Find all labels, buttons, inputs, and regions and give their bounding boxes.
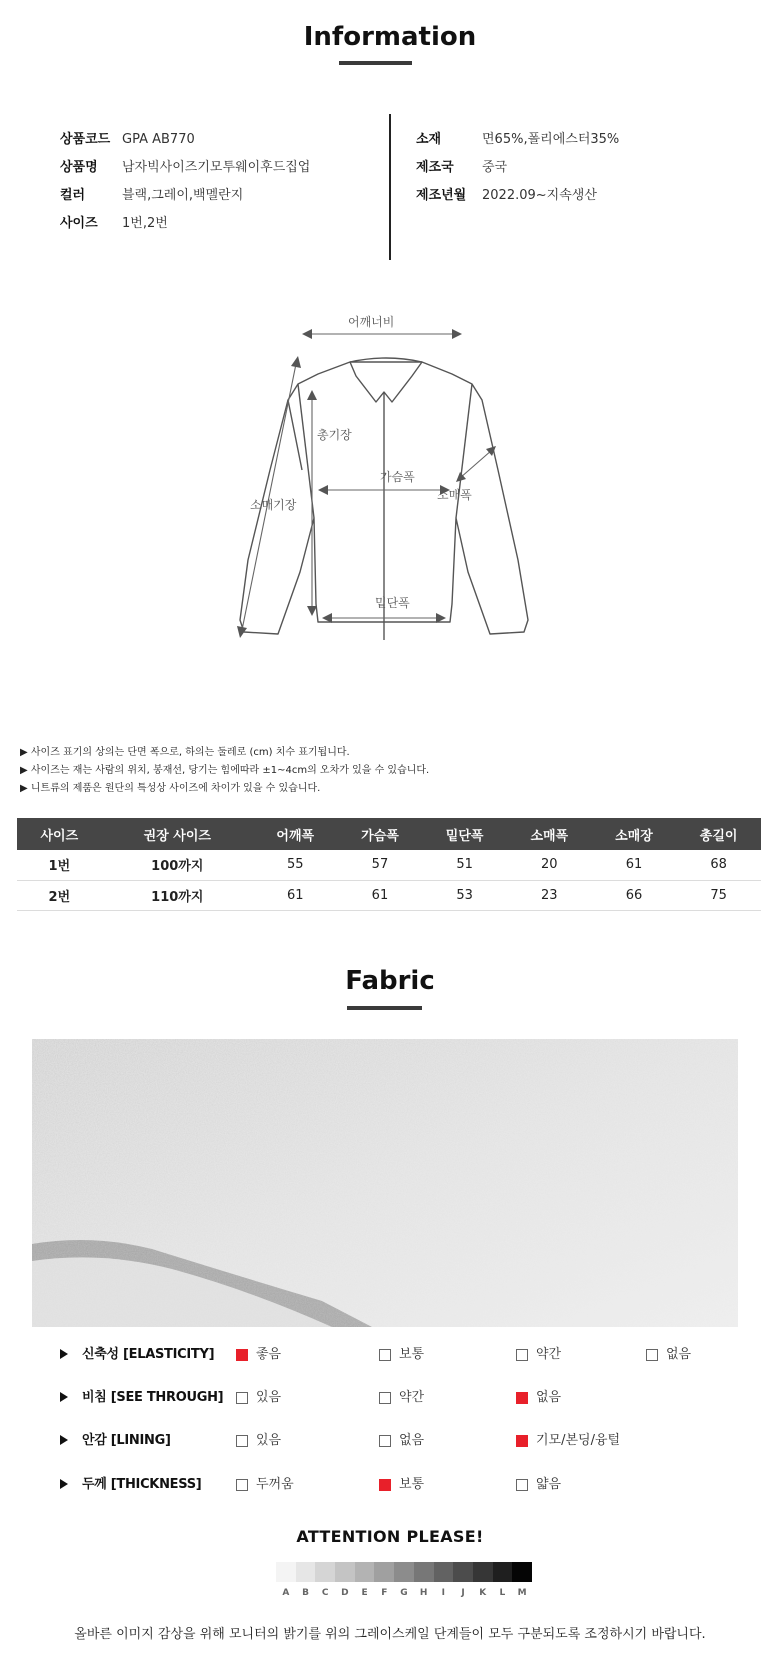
grayscale-swatch [453,1562,473,1582]
info-value: 중국 [482,160,508,175]
checkbox-unchecked-icon [646,1349,658,1361]
grayscale-letter: L [499,1588,506,1598]
grayscale-letter: E [361,1588,368,1598]
grayscale-swatch [473,1562,493,1582]
info-value: 2022.09~지속생산 [482,188,597,203]
table-cell: 100까지 [102,850,253,880]
table-header: 총길이 [676,818,761,850]
grayscale-letter: I [441,1588,446,1598]
checkbox-unchecked-icon [516,1479,528,1491]
table-header: 소매장 [592,818,677,850]
table-header: 권장 사이즈 [102,818,253,850]
grayscale-letter: G [400,1588,408,1598]
grayscale-swatch [335,1562,355,1582]
checkbox-unchecked-icon [236,1435,248,1447]
grayscale-swatch [512,1562,532,1582]
table-cell: 75 [676,880,761,910]
grayscale-swatch [414,1562,434,1582]
table-cell: 61 [338,880,423,910]
grayscale-letter: K [479,1588,487,1598]
note-item: ▶ 사이즈 표기의 상의는 단면 폭으로, 하의는 둘레로 (cm) 치수 표기됩니다. [20,747,350,758]
fabric-texture-picture [32,1039,738,1327]
property-name: 비침 [SEE THROUGH] [82,1390,224,1405]
label-hem-width: 밑단폭 [375,596,410,610]
grayscale-swatch [434,1562,454,1582]
grayscale-letter: M [517,1588,527,1598]
grayscale-letter: B [302,1588,309,1598]
grayscale-swatch [394,1562,414,1582]
info-value: 남자빅사이즈기모투웨이후드집업 [122,160,311,175]
triangle-bullet-icon [60,1392,68,1402]
checkbox-unchecked-icon [516,1349,528,1361]
info-label: 사이즈 [60,216,98,231]
table-header: 가슴폭 [338,818,423,850]
table-header: 밑단폭 [422,818,507,850]
triangle-bullet-icon: ▶ [20,783,28,794]
triangle-bullet-icon: ▶ [20,747,28,758]
label-total-length: 총기장 [317,428,352,442]
grayscale-letter: D [341,1588,349,1598]
table-cell: 51 [422,850,507,880]
info-value: 블랙,그레이,백멜란지 [122,188,244,203]
property-row-lining: 안감 [LINING] 있음 없음 기모/본딩/융털 [60,1430,760,1452]
info-value: 1번,2번 [122,216,168,231]
info-label: 제조년월 [416,188,467,203]
garment-measurement-diagram [200,300,530,650]
property-name: 두께 [THICKNESS] [82,1477,202,1492]
attention-title: ATTENTION PLEASE! [296,1527,484,1546]
checkbox-checked-icon [379,1479,391,1491]
table-cell: 20 [507,850,592,880]
information-title-underline [339,61,412,65]
table-cell: 66 [592,880,677,910]
grayscale-bar [276,1562,532,1582]
table-header: 소매폭 [507,818,592,850]
grayscale-letters [276,1588,532,1598]
note-item: ▶ 니트류의 제품은 원단의 특성상 사이즈에 차이가 있을 수 있습니다. [20,783,321,794]
label-shoulder-width: 어깨너비 [348,315,395,329]
grayscale-swatch [355,1562,375,1582]
fabric-title: Fabric [345,966,435,996]
property-row-elasticity: 신축성 [ELASTICITY] 좋음 보통 약간 없음 [60,1344,760,1366]
note-item: ▶ 사이즈는 재는 사람의 위치, 봉재선, 당기는 힘에따라 ±1~4cm의 오차가 있을 수 있습니다. [20,765,430,776]
property-name: 신축성 [ELASTICITY] [82,1347,215,1362]
checkbox-checked-icon [516,1435,528,1447]
grayscale-swatch [315,1562,335,1582]
table-cell: 23 [507,880,592,910]
grayscale-letter: A [282,1588,290,1598]
checkbox-checked-icon [236,1349,248,1361]
table-cell: 68 [676,850,761,880]
info-divider [389,114,391,260]
checkbox-unchecked-icon [379,1349,391,1361]
checkbox-unchecked-icon [379,1435,391,1447]
grayscale-swatch [276,1562,296,1582]
table-header: 사이즈 [17,818,102,850]
info-label: 소재 [416,132,442,147]
size-table [17,818,761,911]
triangle-bullet-icon [60,1435,68,1445]
table-cell: 55 [253,850,338,880]
label-chest-width: 가슴폭 [380,470,415,484]
table-cell: 1번 [17,850,102,880]
size-notes [20,744,429,798]
triangle-bullet-icon: ▶ [20,765,28,776]
information-title: Information [303,22,477,52]
grayscale-swatch [493,1562,513,1582]
checkbox-checked-icon [516,1392,528,1404]
fabric-texture-image [32,1039,738,1327]
fabric-title-underline [347,1006,422,1010]
checkbox-unchecked-icon [379,1392,391,1404]
table-row [17,880,761,910]
monitor-brightness-message: 올바른 이미지 감상을 위해 모니터의 밝기를 위의 그레이스케일 단계들이 모두 구분되도록 조정하시기 바랍니다. [74,1627,706,1642]
table-cell: 61 [253,880,338,910]
property-row-see-through: 비침 [SEE THROUGH] 있음 약간 없음 [60,1387,760,1409]
grayscale-swatch [296,1562,316,1582]
triangle-bullet-icon [60,1479,68,1489]
property-name: 안감 [LINING] [82,1433,171,1448]
grayscale-letter: F [381,1588,388,1598]
table-cell: 53 [422,880,507,910]
label-sleeve-length: 소매기장 [250,498,297,512]
table-cell: 110까지 [102,880,253,910]
info-value: 면65%,폴리에스터35% [482,132,620,147]
jacket-outline-icon [200,300,530,650]
info-label: 제조국 [416,160,454,175]
table-cell: 61 [592,850,677,880]
grayscale-swatch [374,1562,394,1582]
info-label: 상품명 [60,160,98,175]
triangle-bullet-icon [60,1349,68,1359]
info-label: 상품코드 [60,132,111,147]
table-row [17,850,761,880]
grayscale-letter: H [419,1588,428,1598]
info-label: 컬러 [60,188,86,203]
info-value: GPA AB770 [122,132,195,147]
table-cell: 2번 [17,880,102,910]
checkbox-unchecked-icon [236,1392,248,1404]
table-header-row [17,818,761,850]
label-sleeve-width: 소매폭 [437,488,472,502]
grayscale-letter: C [321,1588,329,1598]
table-header: 어깨폭 [253,818,338,850]
table-cell: 57 [338,850,423,880]
grayscale-letter: J [461,1588,465,1598]
property-row-thickness: 두께 [THICKNESS] 두꺼움 보통 얇음 [60,1474,760,1496]
checkbox-unchecked-icon [236,1479,248,1491]
